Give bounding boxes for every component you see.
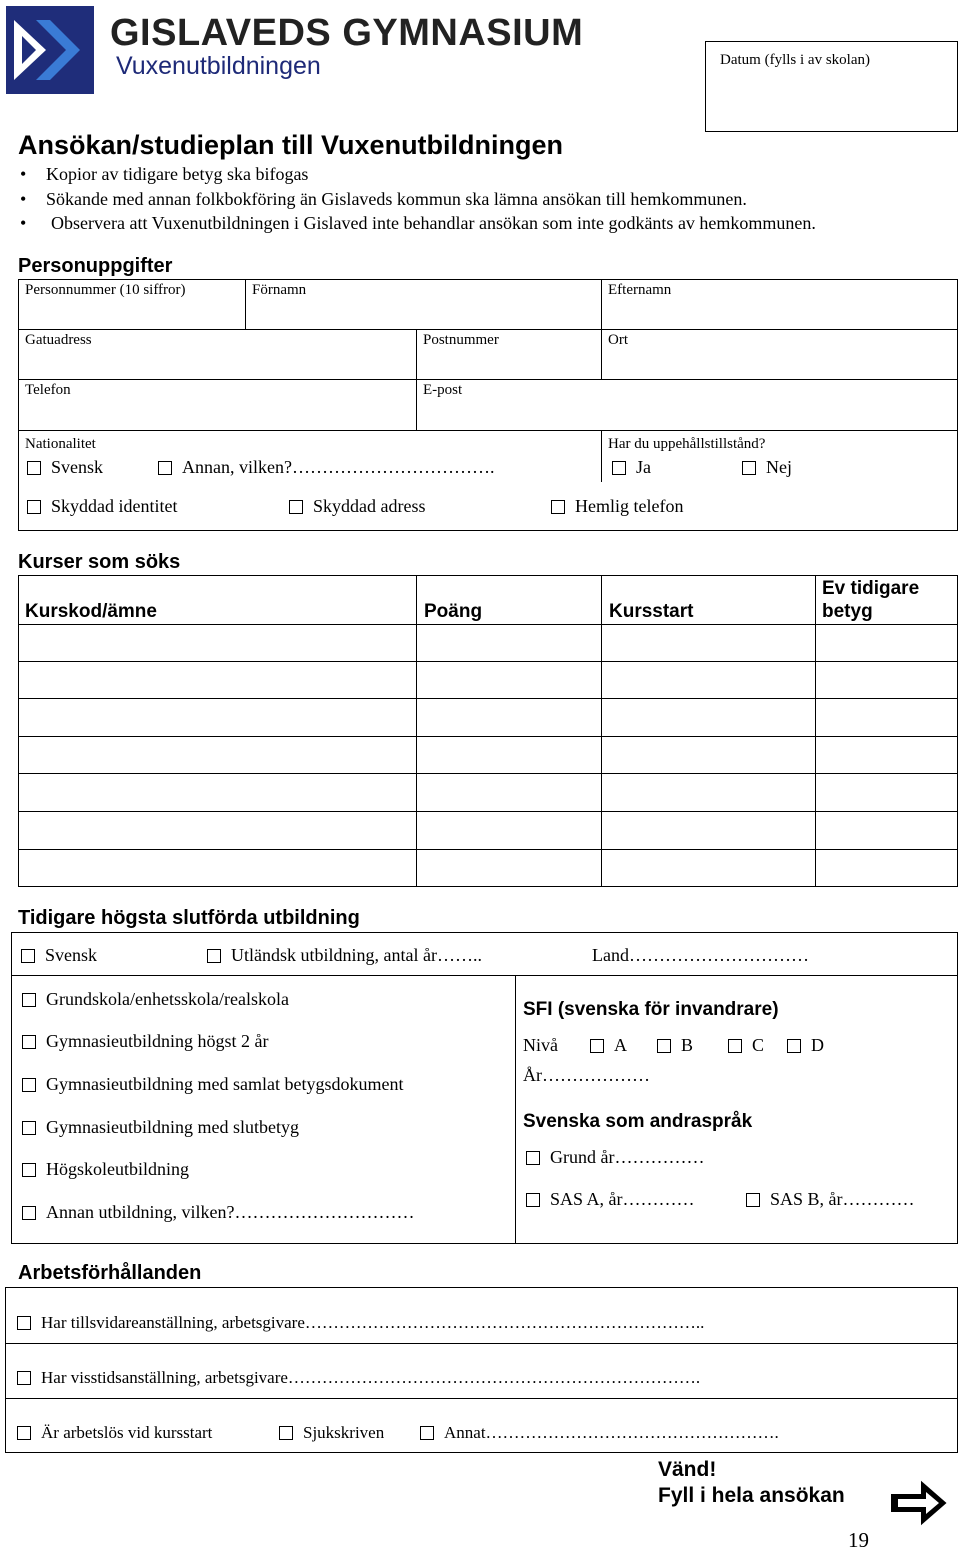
- school-name: GISLAVEDS GYMNASIUM: [110, 12, 584, 54]
- checkbox-icon: [17, 1316, 31, 1330]
- epost-field[interactable]: [417, 380, 957, 430]
- column-header-kursstart: Kursstart: [609, 601, 694, 622]
- visstid-checkbox[interactable]: Har visstidsanställning, arbetsgivare……………………………………………………………….: [17, 1368, 700, 1388]
- sfi-level-c-checkbox[interactable]: C: [728, 1035, 764, 1056]
- date-box[interactable]: [705, 41, 958, 132]
- list-item: • Sökande med annan folkbokföring än Gislaveds kommun ska lämna ansökan till hemkommunen.: [20, 188, 747, 209]
- fornamn-label: Förnamn: [252, 282, 307, 298]
- checkbox-icon: [22, 1078, 36, 1092]
- list-item: • Kopior av tidigare betyg ska bifogas: [20, 164, 309, 184]
- personnummer-field[interactable]: [19, 280, 245, 329]
- checkbox-icon: [657, 1039, 671, 1053]
- fornamn-field[interactable]: [246, 280, 601, 329]
- arrow-right-icon: [890, 1480, 948, 1526]
- department-name: Vuxenutbildningen: [116, 52, 321, 80]
- gatuadress-label: Gatuadress: [25, 332, 92, 348]
- gatuadress-field[interactable]: [19, 330, 416, 379]
- checkbox-icon: [27, 461, 41, 475]
- table-row[interactable]: [19, 774, 957, 811]
- sas-grund-checkbox[interactable]: Grund år……………: [526, 1147, 704, 1168]
- table-row[interactable]: [19, 699, 957, 736]
- checkbox-icon: [728, 1039, 742, 1053]
- fyll-text: Fyll i hela ansökan: [658, 1484, 845, 1507]
- checkbox-icon: [746, 1193, 760, 1207]
- checkbox-icon: [742, 461, 756, 475]
- section-heading-education: Tidigare högsta slutförda utbildning: [18, 907, 360, 929]
- edu-utlandsk-checkbox[interactable]: Utländsk utbildning, antal år……..: [207, 945, 482, 966]
- checkbox-icon: [22, 993, 36, 1007]
- uppehall-question: Har du uppehållstillstånd?: [608, 436, 766, 452]
- edu-option-gymnasie-slutbetyg[interactable]: Gymnasieutbildning med slutbetyg: [22, 1117, 299, 1138]
- checkbox-icon: [158, 461, 172, 475]
- column-header-poang: Poäng: [424, 601, 483, 622]
- svensk-checkbox[interactable]: Svensk: [27, 457, 103, 478]
- checkbox-icon: [526, 1193, 540, 1207]
- edu-land-field[interactable]: Land…………………………: [592, 945, 809, 965]
- sfi-heading: SFI (svenska för invandrare): [523, 999, 779, 1020]
- column-header-kurskod: Kurskod/ämne: [25, 601, 157, 622]
- checkbox-icon: [590, 1039, 604, 1053]
- telefon-label: Telefon: [25, 382, 71, 398]
- efternamn-label: Efternamn: [608, 282, 672, 298]
- checkbox-icon: [279, 1426, 293, 1440]
- bullet-list: [18, 164, 816, 238]
- checkbox-icon: [526, 1151, 540, 1165]
- annan-nationalitet-checkbox[interactable]: Annan, vilken?…………………………….: [158, 457, 494, 478]
- sas-heading: Svenska som andraspråk: [523, 1111, 753, 1132]
- ort-label: Ort: [608, 332, 628, 348]
- checkbox-icon: [22, 1206, 36, 1220]
- page-number: 19: [848, 1528, 869, 1552]
- column-header-betyg: Ev tidigare betyg: [822, 578, 920, 622]
- edu-option-hogskola[interactable]: Högskoleutbildning: [22, 1159, 189, 1180]
- section-heading-courses: Kurser som söks: [18, 551, 181, 573]
- checkbox-icon: [207, 949, 221, 963]
- checkbox-icon: [420, 1426, 434, 1440]
- table-row[interactable]: [19, 662, 957, 698]
- section-heading-work: Arbetsförhållanden: [18, 1262, 202, 1284]
- checkbox-icon: [27, 500, 41, 514]
- skyddad-identitet-checkbox[interactable]: Skyddad identitet: [27, 496, 177, 517]
- edu-option-gymnasie-samlat[interactable]: Gymnasieutbildning med samlat betygsdokument: [22, 1074, 403, 1095]
- checkbox-icon: [289, 500, 303, 514]
- uppehall-nej-checkbox[interactable]: Nej: [742, 457, 792, 478]
- tillsvidare-checkbox[interactable]: Har tillsvidareanställning, arbetsgivare……………………………………………………………..: [17, 1313, 704, 1333]
- checkbox-icon: [787, 1039, 801, 1053]
- checkbox-icon: [17, 1371, 31, 1385]
- school-logo: [6, 6, 94, 94]
- checkbox-icon: [612, 461, 626, 475]
- edu-option-annan[interactable]: Annan utbildning, vilken?…………………………: [22, 1202, 414, 1223]
- ort-field[interactable]: [602, 330, 957, 379]
- checkbox-icon: [551, 500, 565, 514]
- checkbox-icon: [22, 1035, 36, 1049]
- epost-label: E-post: [423, 382, 463, 398]
- checkbox-icon: [22, 1121, 36, 1135]
- sas-a-checkbox[interactable]: SAS A, år…………: [526, 1189, 695, 1210]
- arbetslos-checkbox[interactable]: Är arbetslös vid kursstart: [17, 1423, 212, 1443]
- skyddad-adress-checkbox[interactable]: Skyddad adress: [289, 496, 425, 517]
- checkbox-icon: [21, 949, 35, 963]
- edu-option-gymnasie-2ar[interactable]: Gymnasieutbildning högst 2 år: [22, 1031, 268, 1052]
- logo-chevron-icon: [6, 6, 94, 94]
- sas-b-checkbox[interactable]: SAS B, år…………: [746, 1189, 915, 1210]
- list-item: • Observera att Vuxenutbildningen i Gislaved inte behandlar ansökan som inte godkänts av hemkommunen.: [20, 213, 816, 233]
- sjukskriven-checkbox[interactable]: Sjukskriven: [279, 1423, 384, 1443]
- sfi-level-d-checkbox[interactable]: D: [787, 1035, 824, 1056]
- sfi-niva-label: Nivå: [523, 1035, 558, 1055]
- postnummer-field[interactable]: [417, 330, 601, 379]
- form-title: Ansökan/studieplan till Vuxenutbildningen: [18, 130, 564, 160]
- personnummer-label: Personnummer (10 siffror): [25, 282, 186, 298]
- table-row[interactable]: [19, 850, 957, 887]
- table-row[interactable]: [19, 625, 957, 661]
- sfi-level-b-checkbox[interactable]: B: [657, 1035, 693, 1056]
- edu-svensk-checkbox[interactable]: Svensk: [21, 945, 97, 966]
- sfi-level-a-checkbox[interactable]: A: [590, 1035, 627, 1056]
- checkbox-icon: [22, 1163, 36, 1177]
- table-row[interactable]: [19, 812, 957, 849]
- date-box-label: Datum (fylls i av skolan): [720, 52, 870, 68]
- annat-checkbox[interactable]: Annat…………………………………………….: [420, 1423, 779, 1443]
- hemlig-telefon-checkbox[interactable]: Hemlig telefon: [551, 496, 683, 517]
- edu-option-grundskola[interactable]: Grundskola/enhetsskola/realskola: [22, 989, 289, 1010]
- nationalitet-label: Nationalitet: [25, 436, 96, 452]
- efternamn-field[interactable]: [602, 280, 957, 329]
- checkbox-icon: [17, 1426, 31, 1440]
- sfi-ar-field[interactable]: År………………: [523, 1065, 650, 1085]
- postnummer-label: Postnummer: [423, 332, 499, 348]
- section-heading-personal: Personuppgifter: [18, 255, 173, 277]
- vand-text: Vänd!: [658, 1458, 717, 1481]
- uppehall-ja-checkbox[interactable]: Ja: [612, 457, 651, 478]
- table-row[interactable]: [19, 737, 957, 773]
- telefon-field[interactable]: [19, 380, 416, 430]
